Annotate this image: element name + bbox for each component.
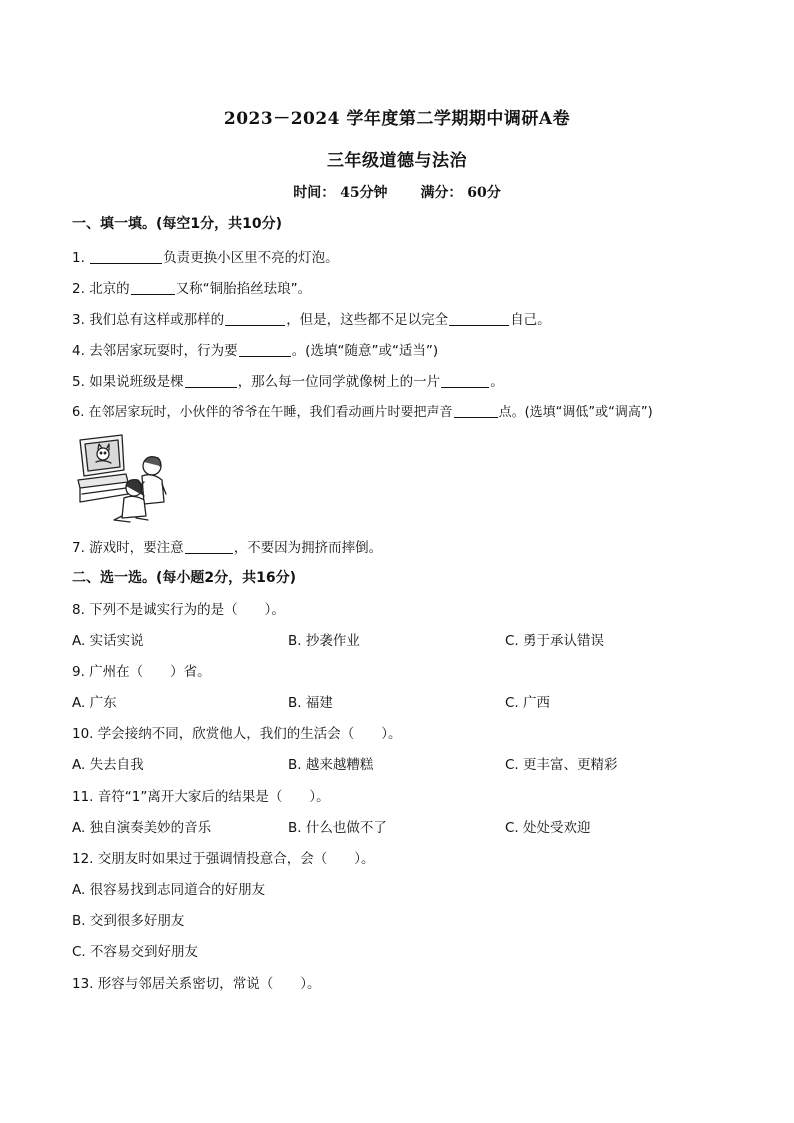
q1-text-after: 负责更换小区里不亮的灯泡。 xyxy=(163,250,339,266)
q4-text-after: 。(选填“随意”或“适当”) xyxy=(291,343,439,359)
children-watching-tv-illustration xyxy=(74,432,170,524)
q9-option-a[interactable]: A. 广东 xyxy=(72,695,117,711)
q2-text-after: 又称“铜胎掐丝珐琅”。 xyxy=(175,281,312,297)
q5-text-before: 如果说班级是棵 xyxy=(89,374,184,390)
q2-text-before: 北京的 xyxy=(89,281,130,297)
q6-blank[interactable] xyxy=(454,403,498,418)
q4-number: 4. xyxy=(72,343,85,359)
q12-option-c[interactable]: C. 不容易交到好朋友 xyxy=(72,944,199,960)
question-7 xyxy=(72,536,382,556)
question-10: 10. 学会接纳不同，欣赏他人，我们的生活会（ ）。 xyxy=(72,726,402,742)
q1-number: 1. xyxy=(72,250,85,266)
q4-text-before: 去邻居家玩耍时，行为要 xyxy=(89,343,238,359)
q5-blank-1[interactable] xyxy=(185,373,237,388)
question-3 xyxy=(72,308,551,328)
q6-text-after: 点。(选填“调低”或“调高”) xyxy=(498,405,653,420)
q11-option-a[interactable]: A. 独自演奏美妙的音乐 xyxy=(72,820,212,836)
question-1 xyxy=(72,246,339,266)
q12-option-b[interactable]: B. 交到很多好朋友 xyxy=(72,913,185,929)
q3-number: 3. xyxy=(72,312,85,328)
q5-number: 5. xyxy=(72,374,85,390)
exam-subtitle: 三年级道德与法治 xyxy=(327,151,467,171)
section-2-heading: 二、选一选。(每小题2分，共16分) xyxy=(72,570,297,586)
exam-meta xyxy=(0,182,794,202)
q10-option-a[interactable]: A. 失去自我 xyxy=(72,757,144,773)
q10-option-c[interactable]: C. 更丰富、更精彩 xyxy=(505,757,618,773)
question-4 xyxy=(72,339,438,359)
q3-text-middle: ，但是，这些都不足以完全 xyxy=(286,312,449,328)
question-8: 8. 下列不是诚实行为的是（ ）。 xyxy=(72,602,285,618)
q6-number: 6. xyxy=(72,405,85,420)
q5-text-middle: ，那么每一位同学就像树上的一片 xyxy=(237,374,441,390)
q5-blank-2[interactable] xyxy=(441,373,489,388)
q7-text-before: 游戏时，要注意 xyxy=(89,540,184,556)
question-2 xyxy=(72,277,311,297)
q4-blank[interactable] xyxy=(239,342,291,357)
question-9: 9. 广州在（ ）省。 xyxy=(72,664,211,680)
time-label: 时间： 45分钟 xyxy=(293,185,388,201)
q12-option-a[interactable]: A. 很容易找到志同道合的好朋友 xyxy=(72,882,266,898)
question-6 xyxy=(72,401,653,420)
q9-option-c[interactable]: C. 广西 xyxy=(505,695,551,711)
q8-option-a[interactable]: A. 实话实说 xyxy=(72,633,144,649)
q11-option-b[interactable]: B. 什么也做不了 xyxy=(288,820,387,836)
section-1-heading: 一、填一填。(每空1分，共10分) xyxy=(72,216,283,232)
q8-option-c[interactable]: C. 勇于承认错误 xyxy=(505,633,605,649)
q6-text-before: 在邻居家玩时，小伙伴的爷爷在午睡，我们看动画片时要把声音 xyxy=(88,405,453,420)
q2-blank[interactable] xyxy=(131,280,175,295)
q1-blank[interactable] xyxy=(90,249,162,264)
q7-number: 7. xyxy=(72,540,85,556)
q10-option-b[interactable]: B. 越来越糟糕 xyxy=(288,757,374,773)
q9-option-b[interactable]: B. 福建 xyxy=(288,695,333,711)
q5-text-after: 。 xyxy=(490,374,504,390)
question-11: 11. 音符“1”离开大家后的结果是（ ）。 xyxy=(72,789,330,805)
q2-number: 2. xyxy=(72,281,85,297)
q3-blank-2[interactable] xyxy=(449,311,509,326)
q3-blank-1[interactable] xyxy=(225,311,285,326)
q11-option-c[interactable]: C. 处处受欢迎 xyxy=(505,820,591,836)
score-label: 满分： 60分 xyxy=(420,185,501,201)
q3-text-before: 我们总有这样或那样的 xyxy=(89,312,225,328)
q8-option-b[interactable]: B. 抄袭作业 xyxy=(288,633,360,649)
q7-blank[interactable] xyxy=(185,539,233,554)
exam-title: 2023－2024 学年度第二学期期中调研A卷 xyxy=(223,109,571,129)
q7-text-after: ，不要因为拥挤而摔倒。 xyxy=(233,540,383,556)
question-13: 13. 形容与邻居关系密切，常说（ ）。 xyxy=(72,976,321,992)
q3-text-after: 自己。 xyxy=(510,312,551,328)
question-12: 12. 交朋友时如果过于强调情投意合，会（ ）。 xyxy=(72,851,375,867)
question-5 xyxy=(72,370,504,390)
